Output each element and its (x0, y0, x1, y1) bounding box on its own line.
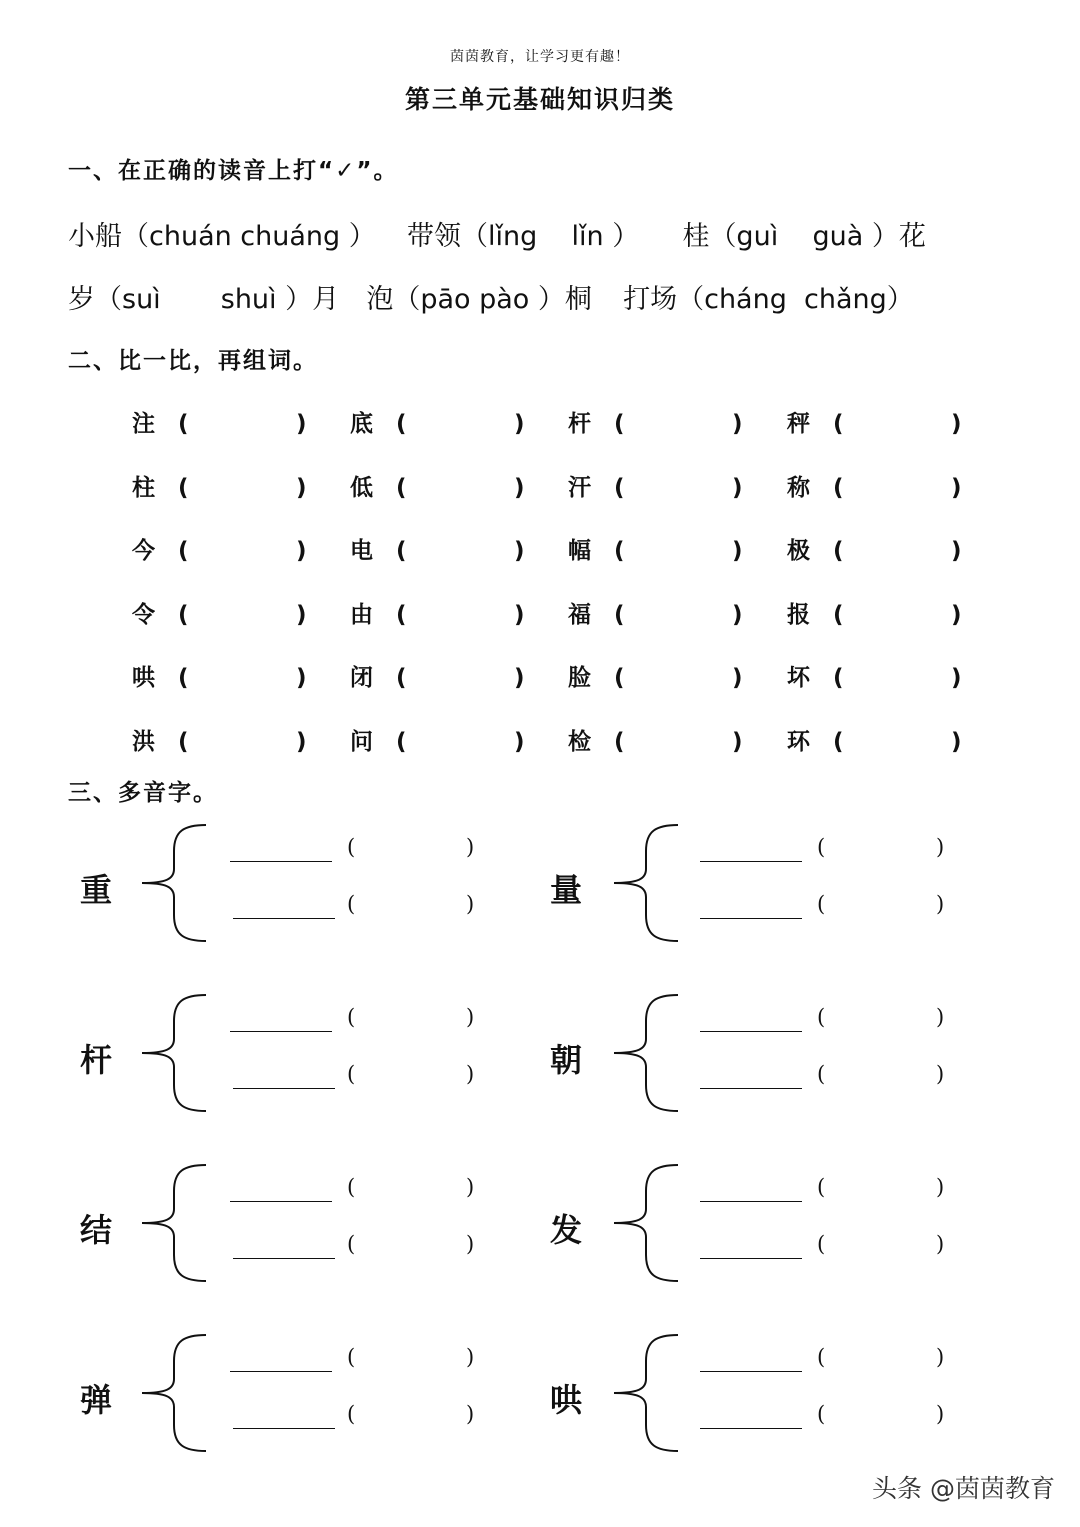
pinyin-close-paren: ) (936, 892, 945, 916)
compare-item (568, 659, 743, 692)
answer-open-paren: ( (178, 601, 189, 628)
pinyin-close-paren: ) (936, 1402, 945, 1426)
compare-char: 幅 (568, 538, 591, 564)
word: 岁 (68, 284, 95, 315)
pinyin-close-paren: ) (466, 835, 475, 859)
compare-char: 报 (787, 601, 810, 628)
answer-open-paren: ( (178, 474, 189, 501)
compare-item (350, 659, 525, 692)
answer-open-paren: ( (833, 728, 844, 755)
page-title: 第三单元基础知识归类 (404, 85, 675, 114)
word-blank-line (233, 1088, 335, 1089)
pinyin-options: （lǐng lǐn ） (460, 221, 640, 252)
compare-item (132, 532, 307, 565)
compare-item (787, 405, 962, 438)
pinyin-open-paren: ( (817, 1005, 826, 1029)
compare-item (132, 469, 307, 502)
word-blank-line (700, 1088, 802, 1089)
word-blank-line (233, 1428, 335, 1429)
answer-open-paren: ( (833, 601, 844, 628)
answer-close-paren: ) (514, 474, 525, 501)
answer-close-paren: ) (514, 411, 525, 437)
word-blank-line (700, 918, 802, 919)
compare-item (350, 723, 525, 756)
section3-heading: 三、多音字。 (68, 780, 218, 806)
compare-item (568, 723, 743, 756)
pinyin-line-1 (68, 214, 926, 253)
pinyin-close-paren: ) (936, 835, 945, 859)
answer-close-paren: ) (732, 411, 743, 437)
answer-close-paren: ) (296, 411, 307, 437)
compare-char: 由 (350, 601, 373, 628)
pinyin-open-paren: ( (817, 835, 826, 859)
word-blank-line (700, 1258, 802, 1259)
curly-brace-icon (138, 823, 210, 943)
compare-item (350, 532, 525, 565)
answer-open-paren: ( (396, 601, 407, 628)
pinyin-close-paren: ) (466, 1175, 475, 1199)
word: 桐 (564, 284, 592, 315)
compare-char: 检 (568, 728, 591, 755)
compare-char: 注 (132, 411, 155, 437)
polyphone-char: 弹 (80, 1381, 113, 1419)
pinyin-open-paren: ( (817, 1232, 826, 1256)
word-blank-line (700, 1428, 802, 1429)
answer-open-paren: ( (614, 474, 625, 501)
compare-item (350, 596, 525, 629)
compare-item (132, 405, 307, 438)
answer-open-paren: ( (178, 728, 189, 755)
polyphone-char: 量 (550, 871, 583, 909)
word-blank-line (230, 861, 332, 862)
pinyin-open-paren: ( (347, 1005, 356, 1029)
answer-open-paren: ( (614, 538, 625, 564)
pinyin-close-paren: ) (936, 1005, 945, 1029)
pinyin-close-paren: ) (466, 1005, 475, 1029)
pinyin-open-paren: ( (347, 1402, 356, 1426)
answer-close-paren: ) (951, 538, 962, 564)
polyphone-char: 哄 (550, 1381, 583, 1419)
compare-char: 电 (350, 538, 373, 564)
word: 打场 (623, 284, 678, 315)
answer-open-paren: ( (178, 538, 189, 564)
answer-open-paren: ( (396, 665, 407, 691)
compare-item (787, 469, 962, 502)
word: 桂 (682, 221, 710, 252)
answer-close-paren: ) (732, 601, 743, 628)
word-blank-line (700, 1201, 802, 1202)
compare-char: 闭 (350, 665, 373, 691)
compare-item (132, 723, 307, 756)
pinyin-options: （suì shuì ） (95, 284, 313, 315)
answer-open-paren: ( (833, 538, 844, 564)
compare-item (787, 532, 962, 565)
pinyin-close-paren: ) (466, 1232, 475, 1256)
compare-char: 脸 (568, 665, 591, 691)
word-blank-line (233, 1258, 335, 1259)
pinyin-line-2 (68, 277, 914, 316)
slogan: 茵茵教育，让学习更有趣！ (450, 49, 630, 65)
answer-close-paren: ) (296, 601, 307, 628)
polyphone-char: 重 (80, 871, 113, 909)
compare-char: 秤 (787, 411, 810, 437)
pinyin-close-paren: ) (466, 1062, 475, 1086)
curly-brace-icon (610, 1163, 682, 1283)
compare-item (568, 405, 743, 438)
compare-char: 极 (787, 538, 810, 564)
answer-close-paren: ) (732, 474, 743, 501)
compare-char: 洪 (132, 728, 155, 755)
word-blank-line (700, 861, 802, 862)
answer-open-paren: ( (614, 411, 625, 437)
pinyin-close-paren: ) (466, 892, 475, 916)
pinyin-close-paren: ) (466, 1402, 475, 1426)
pinyin-close-paren: ) (936, 1175, 945, 1199)
curly-brace-icon (138, 1163, 210, 1283)
compare-char: 汗 (568, 474, 591, 501)
word: 带领 (406, 221, 461, 252)
curly-brace-icon (138, 993, 210, 1113)
answer-close-paren: ) (514, 601, 525, 628)
answer-close-paren: ) (514, 728, 525, 755)
answer-open-paren: ( (833, 411, 844, 437)
answer-close-paren: ) (296, 728, 307, 755)
polyphone-char: 结 (80, 1211, 113, 1249)
pinyin-options: （guì guà ） (709, 221, 899, 252)
polyphone-char: 发 (550, 1211, 583, 1249)
compare-char: 问 (350, 728, 373, 755)
word: 花 (898, 221, 926, 252)
compare-char: 低 (350, 474, 373, 501)
compare-item (132, 659, 307, 692)
answer-close-paren: ) (951, 665, 962, 691)
word-blank-line (700, 1371, 802, 1372)
answer-open-paren: ( (178, 411, 189, 437)
pinyin-open-paren: ( (817, 1402, 826, 1426)
word: 小船 (68, 221, 122, 252)
answer-close-paren: ) (951, 411, 962, 437)
compare-item (787, 596, 962, 629)
compare-item (132, 596, 307, 629)
word-blank-line (700, 1031, 802, 1032)
word-blank-line (230, 1371, 332, 1372)
compare-char: 柱 (132, 474, 155, 501)
answer-open-paren: ( (396, 728, 407, 755)
section2-heading: 二、比一比，再组词。 (68, 348, 318, 374)
answer-close-paren: ) (296, 474, 307, 501)
pinyin-open-paren: ( (347, 1175, 356, 1199)
pinyin-open-paren: ( (817, 892, 826, 916)
answer-close-paren: ) (732, 728, 743, 755)
answer-open-paren: ( (614, 665, 625, 691)
pinyin-open-paren: ( (347, 1345, 356, 1369)
answer-open-paren: ( (396, 411, 407, 437)
compare-item (568, 469, 743, 502)
answer-close-paren: ) (951, 474, 962, 501)
pinyin-close-paren: ) (936, 1232, 945, 1256)
polyphone-char: 朝 (550, 1041, 583, 1079)
pinyin-close-paren: ) (466, 1345, 475, 1369)
word: 月 (312, 284, 340, 315)
word-blank-line (233, 918, 335, 919)
pinyin-open-paren: ( (347, 1232, 356, 1256)
answer-close-paren: ) (296, 665, 307, 691)
answer-open-paren: ( (833, 665, 844, 691)
answer-open-paren: ( (614, 601, 625, 628)
answer-close-paren: ) (514, 538, 525, 564)
pinyin-close-paren: ) (936, 1062, 945, 1086)
answer-open-paren: ( (833, 474, 844, 501)
answer-close-paren: ) (514, 665, 525, 691)
section1-heading: 一、在正确的读音上打“✓”。 (68, 158, 399, 184)
word: 泡 (366, 284, 394, 315)
compare-item (787, 723, 962, 756)
answer-close-paren: ) (951, 728, 962, 755)
compare-char: 哄 (132, 665, 155, 691)
compare-item (568, 596, 743, 629)
pinyin-close-paren: ) (936, 1345, 945, 1369)
polyphone-char: 杆 (80, 1041, 113, 1079)
pinyin-options: （cháng chǎng） (677, 284, 914, 315)
compare-char: 福 (568, 601, 591, 628)
compare-char: 坏 (787, 665, 810, 691)
pinyin-open-paren: ( (817, 1175, 826, 1199)
compare-item (787, 659, 962, 692)
curly-brace-icon (610, 993, 682, 1113)
compare-item (350, 405, 525, 438)
word-blank-line (230, 1031, 332, 1032)
pinyin-open-paren: ( (817, 1062, 826, 1086)
answer-open-paren: ( (178, 665, 189, 691)
answer-open-paren: ( (396, 474, 407, 501)
pinyin-open-paren: ( (817, 1345, 826, 1369)
pinyin-open-paren: ( (347, 892, 356, 916)
pinyin-options: （chuán chuáng ） (122, 221, 376, 252)
answer-close-paren: ) (951, 601, 962, 628)
answer-close-paren: ) (732, 665, 743, 691)
compare-item (350, 469, 525, 502)
pinyin-open-paren: ( (347, 835, 356, 859)
curly-brace-icon (610, 1333, 682, 1453)
pinyin-open-paren: ( (347, 1062, 356, 1086)
word-blank-line (230, 1201, 332, 1202)
compare-char: 环 (787, 728, 810, 755)
compare-char: 今 (132, 538, 155, 564)
answer-close-paren: ) (296, 538, 307, 564)
watermark: 头条 @茵茵教育 (872, 1474, 1055, 1503)
answer-close-paren: ) (732, 538, 743, 564)
compare-item (568, 532, 743, 565)
curly-brace-icon (610, 823, 682, 943)
pinyin-options: （pāo pào ） (393, 284, 565, 315)
curly-brace-icon (138, 1333, 210, 1453)
answer-open-paren: ( (396, 538, 407, 564)
compare-char: 底 (350, 411, 373, 437)
compare-char: 杆 (568, 411, 591, 437)
compare-char: 称 (787, 474, 810, 501)
compare-char: 令 (132, 601, 155, 628)
answer-open-paren: ( (614, 728, 625, 755)
